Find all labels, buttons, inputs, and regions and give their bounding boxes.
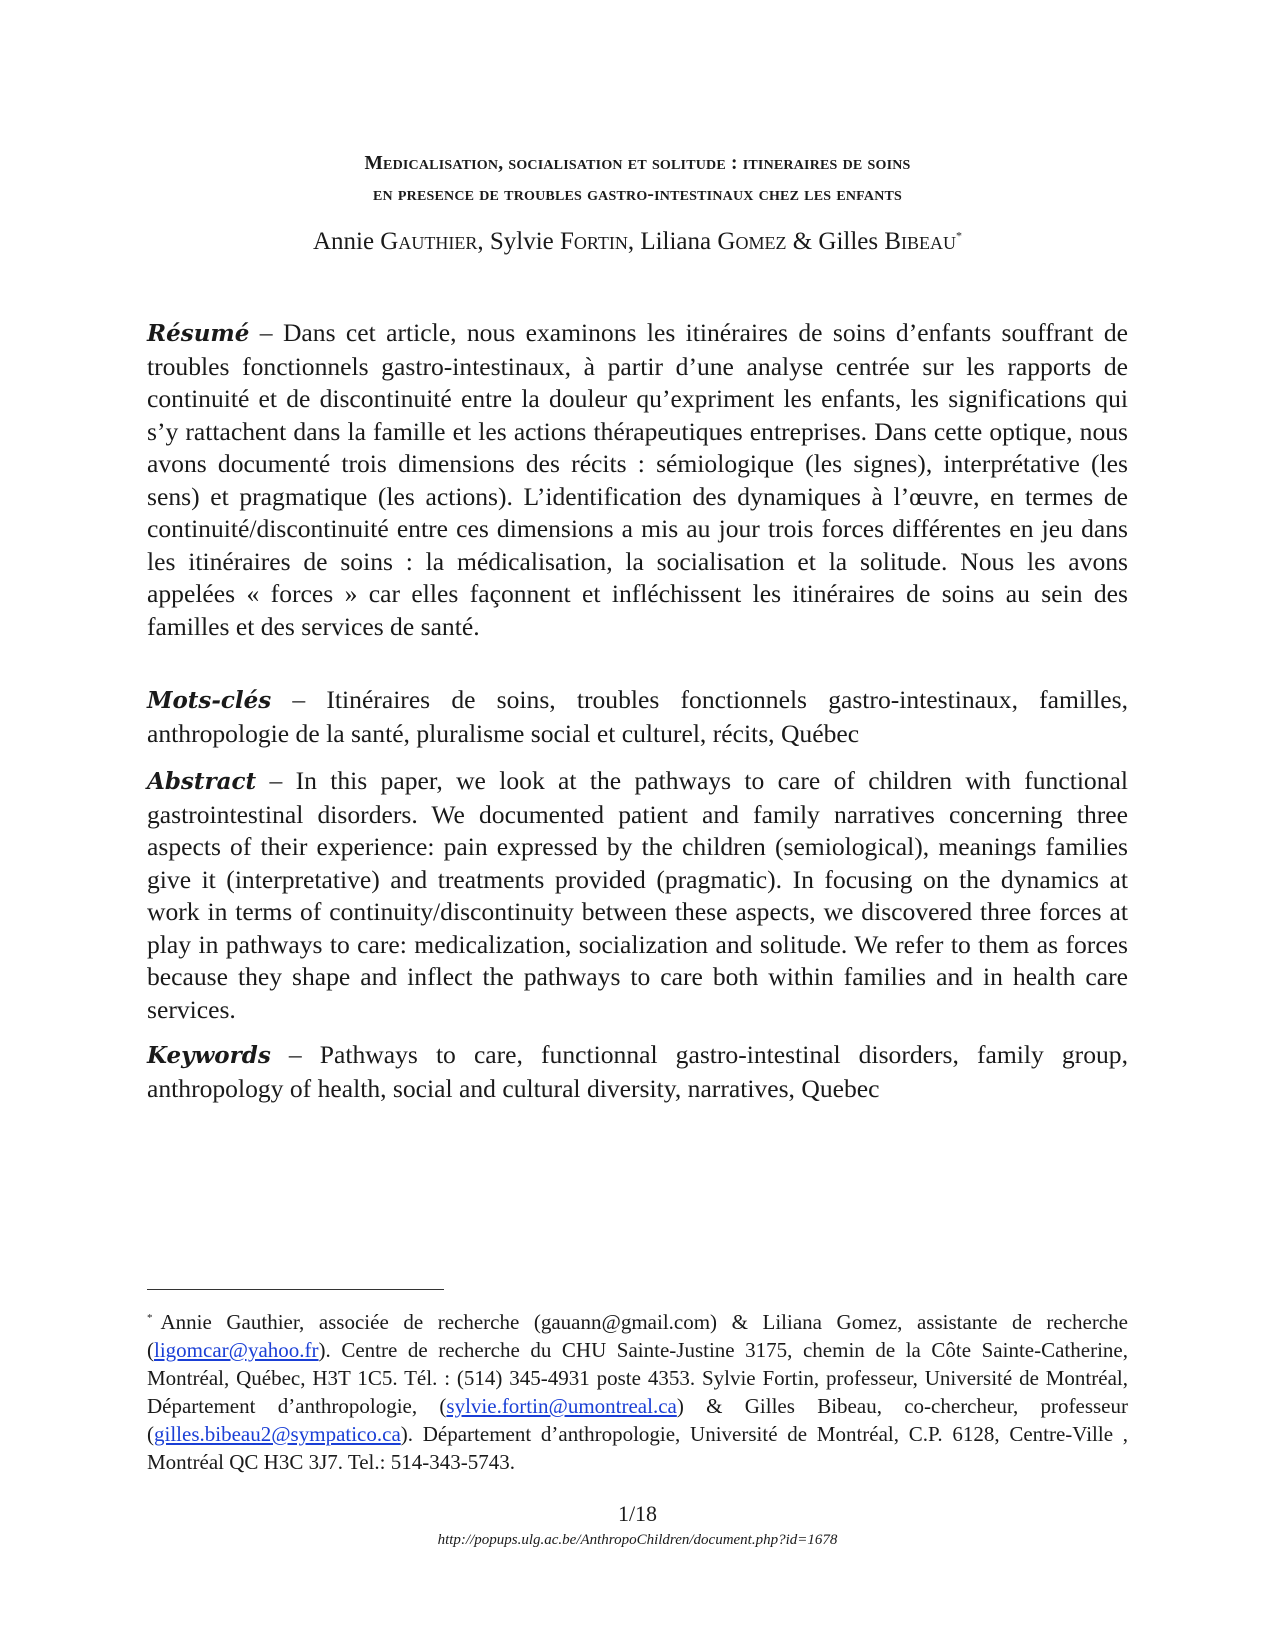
abstract-paragraph bbox=[147, 765, 1128, 1026]
resume-label: Résumé bbox=[147, 320, 250, 347]
paper-title bbox=[147, 148, 1128, 210]
author-1-first: Annie bbox=[312, 228, 375, 255]
footnote-text-2: ). Centre de recherche du CHU Sainte-Justine 3175, chemin de la Côte Sainte-Catherine, Montréal, Québec, H3T 1C5. Tél. : (514) 345-4931 poste 4353. Sylvie Fortin, professeur, Université de Montréal, Département d’anthropologie, ( bbox=[147, 1338, 1128, 1418]
footnote-text-1: Annie Gauthier, associée de recherche (gauann@gmail.com) & Liliana Gomez, assistante de recherche ( bbox=[147, 1310, 1128, 1362]
author-2-last: Fortin bbox=[560, 228, 628, 255]
author-4-last: Bibeau bbox=[884, 228, 957, 255]
author-1-last: Gauthier bbox=[380, 228, 478, 255]
page-number: 1/18 bbox=[617, 1501, 658, 1526]
mots-cles-label: Mots-clés bbox=[147, 687, 272, 714]
title-line-1: Medicalisation, socialisation et solitude : itineraires de soins bbox=[364, 153, 911, 174]
author-footnote-mark: * bbox=[956, 228, 963, 243]
mots-cles-text: – Itinéraires de soins, troubles fonctionnels gastro-intestinaux, familles, anthropologie de la santé, pluralisme social et culturel, récits, Québec bbox=[147, 685, 1128, 748]
keywords-text: – Pathways to care, functionnal gastro-intestinal disorders, family group, anthropology of health, social and cultural diversity, narratives, Quebec bbox=[147, 1040, 1128, 1103]
email-link-ligomcar[interactable]: ligomcar@yahoo.fr bbox=[154, 1338, 319, 1362]
resume-text: – Dans cet article, nous examinons les itinéraires de soins d’enfants souffrant de troubles fonctionnels gastro-intestinaux, à partir d’une analyse centrée sur les rapports de continuité et de discontinuité entre la douleur qu’expriment les enfants, les significations qui s’y rattachent dans la famille et les actions thérapeutiques entreprises. Dans cette optique, nous avons documenté trois dimensions des récits : sémiologique (les signes), interprétative (les sens) et pragmatique (les actions). L’identification des dynamiques à l’œuvre, en termes de continuité/discontinuité entre ces dimensions a mis au jour trois forces différentes en jeu dans les itinéraires de soins : la médicalisation, la socialisation et la solitude. Nous les avons appelées « forces » car elles façonnent et infléchissent les itinéraires de soins au sein des familles et des services de santé. bbox=[147, 318, 1128, 641]
abstract-label: Abstract bbox=[147, 768, 257, 795]
mots-cles-paragraph bbox=[147, 684, 1128, 750]
email-link-gilles-bibeau[interactable]: gilles.bibeau2@sympatico.ca bbox=[154, 1422, 401, 1446]
footnote-mark: * bbox=[147, 1312, 153, 1324]
footnote-divider bbox=[147, 1289, 444, 1290]
author-3-last: Gomez bbox=[717, 228, 787, 255]
email-link-sylvie-fortin[interactable]: sylvie.fortin@umontreal.ca bbox=[446, 1394, 677, 1418]
author-4-first: Gilles bbox=[818, 228, 879, 255]
author-list: Annie Gauthier, Sylvie Fortin, Liliana Gomez & Gilles Bibeau* bbox=[312, 228, 963, 255]
footnote-text-4: ). Département d’anthropologie, Université de Montréal, C.P. 6128, Centre-Ville , Montréal QC H3C 3J7. Tel.: 514-343-5743. bbox=[147, 1422, 1128, 1474]
title-line-2: en presence de troubles gastro-intestinaux chez les enfants bbox=[372, 184, 903, 205]
author-3-first: Liliana bbox=[640, 228, 712, 255]
footnote bbox=[147, 1308, 1128, 1476]
author-2-first: Sylvie bbox=[489, 228, 554, 255]
source-url: http://popups.ulg.ac.be/AnthropoChildren/document.php?id=1678 bbox=[437, 1532, 838, 1548]
resume-paragraph bbox=[147, 317, 1128, 643]
footnote-text-3: ) & Gilles Bibeau, co-chercheur, professeur ( bbox=[147, 1394, 1128, 1446]
keywords-label: Keywords bbox=[147, 1042, 271, 1069]
abstract-text: – In this paper, we look at the pathways to care of children with functional gastrointestinal disorders. We documented patient and family narratives concerning three aspects of their experience: pain expressed by the children (semiological), meanings families give it (interpretative) and treatments provided (pragmatic). In focusing on the dynamics at work in terms of continuity/discontinuity between these aspects, we discovered three forces at play in pathways to care: medicalization, socialization and solitude. We refer to them as forces because they shape and inflect the pathways to care both within families and in health care services. bbox=[147, 766, 1128, 1024]
keywords-paragraph bbox=[147, 1039, 1128, 1105]
